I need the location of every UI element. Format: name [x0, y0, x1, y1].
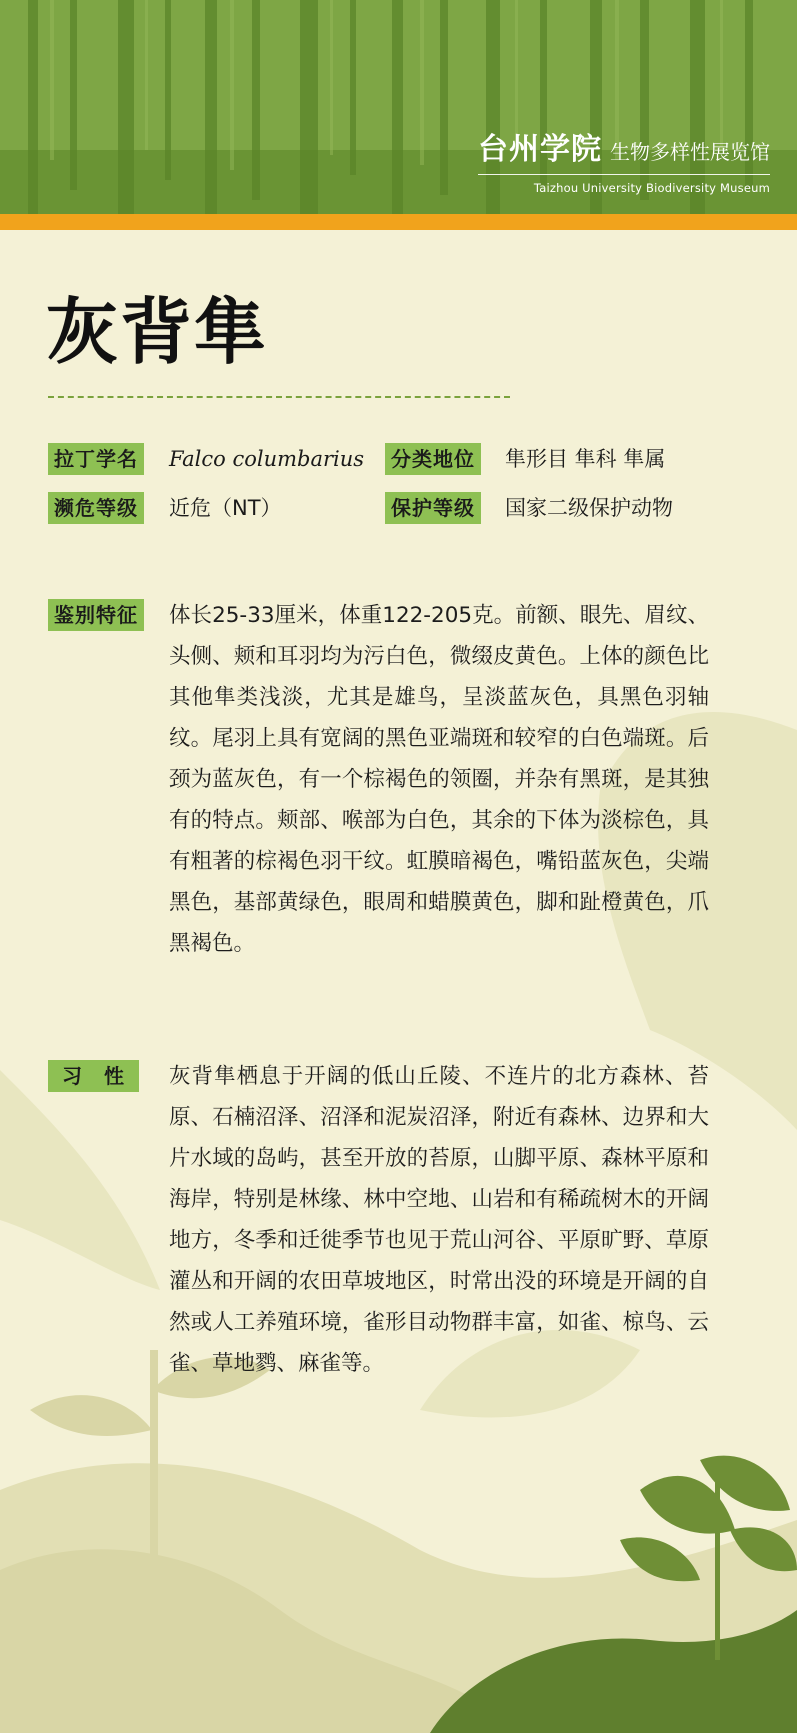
status-value: 近危（NT） [169, 496, 282, 520]
latin-name-value: Falco columbarius [169, 447, 365, 471]
identification-text: 体长25-33厘米，体重122-205克。前额、眼先、眉纹、头侧、颊和耳羽均为污白色，微缀皮黄色。上体的颜色比其他隼类浅淡，尤其是雄鸟，呈淡蓝灰色，具黑色羽轴纹。尾羽上具有宽阔的黑色亚端斑和较窄的白色端斑。后颈为蓝灰色，有一个棕褐色的领圈，并杂有黑斑，是其独有的特点。颊部、喉部为白色，其余的下体为淡棕色，具有粗著的棕褐色羽干纹。虹膜暗褐色，嘴铅蓝灰色，尖端黑色，基部黄绿色，眼周和蜡膜黄色，脚和趾橙黄色，爪黑褐色。 [169, 603, 709, 956]
species-name: 灰背隼 [46, 290, 269, 374]
dashed-divider [48, 396, 510, 398]
status-label: 濒危等级 [48, 492, 144, 524]
museum-name-en: Taizhou University Biodiversity Museum [533, 181, 770, 195]
habits-text: 灰背隼栖息于开阔的低山丘陵、不连片的北方森林、苔原、石楠沼泽、沼泽和泥炭沼泽，附近有森林、边界和大片水域的岛屿，甚至开放的苔原，山脚平原、森林平原和海岸，特别是林缘、林中空地、山岩和有稀疏树木的开阔地方，冬季和迁徙季节也见于荒山河谷、平原旷野、草原灌丛和开阔的农田草坡地区，时常出没的环境是开阔的自然或人工养殖环境，雀形目动物群丰富，如雀、椋鸟、云雀、草地鹨、麻雀等。 [169, 1064, 709, 1376]
latin-name-label: 拉丁学名 [48, 443, 144, 475]
identification-label: 鉴别特征 [48, 599, 144, 631]
taxonomy-value: 隼形目 隼科 隼属 [505, 447, 666, 471]
protection-label: 保护等级 [385, 492, 481, 524]
protection-value: 国家二级保护动物 [505, 496, 673, 520]
museum-name: 生物多样性展览馆 [610, 140, 770, 164]
habits-label: 习 性 [48, 1060, 139, 1092]
taxonomy-label: 分类地位 [385, 443, 481, 475]
institution-name: 台州学院 [478, 132, 602, 167]
